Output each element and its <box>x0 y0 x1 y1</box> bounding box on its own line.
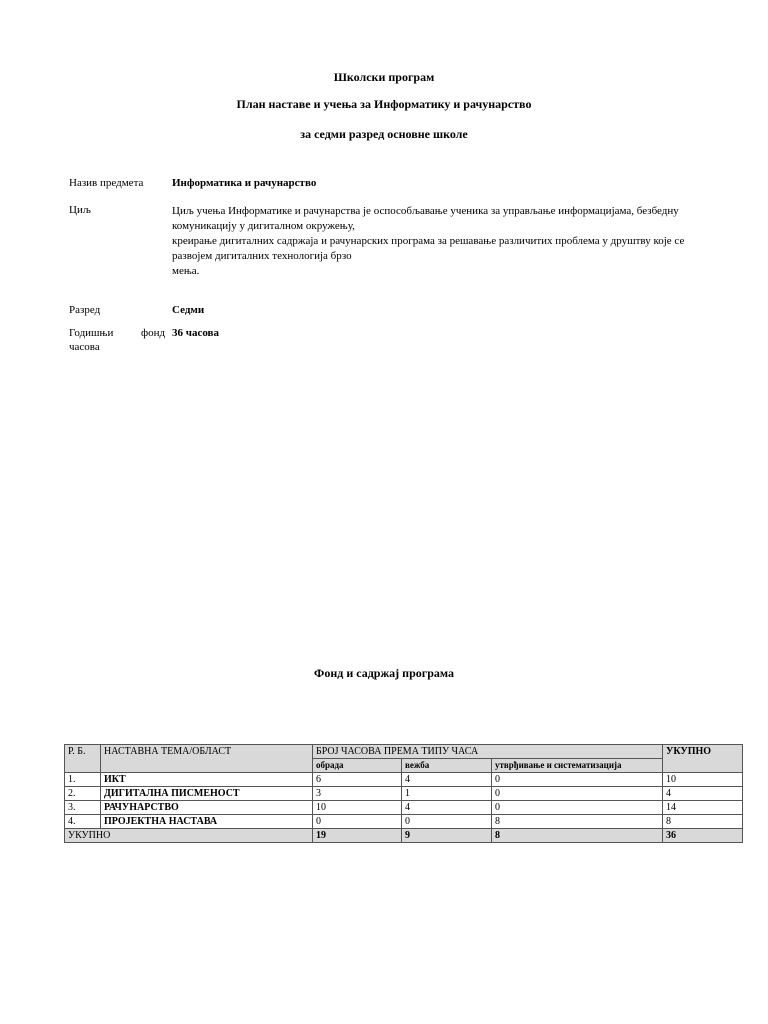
goal-label: Циљ <box>69 204 91 216</box>
table-row <box>65 787 743 801</box>
header-rb: Р. Б. <box>65 745 101 773</box>
cell-type-2: 1 <box>402 787 492 801</box>
header-line-3: за седми разред основне школе <box>300 127 468 141</box>
total-label: УКУПНО <box>65 829 313 843</box>
cell-total: 8 <box>663 815 743 829</box>
goal-line: развојем дигиталних технологија брзо <box>172 250 352 262</box>
section-title: Фонд и садржај програма <box>314 666 454 680</box>
table-row <box>65 815 743 829</box>
table-row <box>65 801 743 815</box>
cell-type-1: 3 <box>313 787 402 801</box>
goal-line: креирање дигиталних садржаја и рачунарских програма за решавање различитих проблема у друштву које се <box>172 235 685 247</box>
hours-value: 36 часова <box>172 327 220 339</box>
cell-rb: 1. <box>65 773 101 787</box>
goal-line: Циљ учења Информатике и рачунарства је оспособљавање ученика за управљање информацијама, безбедну <box>172 205 679 217</box>
hours-label-1: Годишњи <box>69 327 114 339</box>
cell-type-3: 8 <box>492 815 663 829</box>
cell-type-2: 4 <box>402 773 492 787</box>
cell-type-2: 0 <box>402 815 492 829</box>
cell-total: 10 <box>663 773 743 787</box>
cell-type-1: 10 <box>313 801 402 815</box>
total-type-3: 8 <box>492 829 663 843</box>
cell-type-3: 0 <box>492 787 663 801</box>
header-line-2: План наставе и учења за Информатику и рачунарство <box>236 97 532 111</box>
total-total: 36 <box>663 829 743 843</box>
hours-label-3: часова <box>69 341 100 353</box>
header-topic: НАСТАВНА ТЕМА/ОБЛАСТ <box>101 745 313 773</box>
goal-line: комуникацију у дигиталном окружењу, <box>172 220 355 232</box>
header-type-1: обрада <box>313 759 402 773</box>
table-header-row <box>65 745 743 759</box>
cell-topic: ИКТ <box>101 773 313 787</box>
cell-type-1: 6 <box>313 773 402 787</box>
cell-topic: ПРОЈЕКТНА НАСТАВА <box>101 815 313 829</box>
cell-total: 14 <box>663 801 743 815</box>
total-type-1: 19 <box>313 829 402 843</box>
header-type-2: вежба <box>402 759 492 773</box>
goal-line: мења. <box>172 265 200 277</box>
program-table <box>64 744 743 843</box>
header-type-3: утврђивање и систематизација <box>492 759 663 773</box>
grade-label: Разред <box>69 304 101 316</box>
table-total-row <box>65 829 743 843</box>
cell-rb: 3. <box>65 801 101 815</box>
subject-value: Информатика и рачунарство <box>172 177 317 189</box>
cell-type-1: 0 <box>313 815 402 829</box>
header-total: УКУПНО <box>663 745 743 773</box>
cell-type-3: 0 <box>492 801 663 815</box>
hours-label-2: фонд <box>141 327 166 339</box>
cell-type-3: 0 <box>492 773 663 787</box>
subject-label: Назив предмета <box>69 177 144 189</box>
grade-value: Седми <box>172 304 205 316</box>
header-line-1: Школски програм <box>333 70 435 84</box>
cell-topic: ДИГИТАЛНА ПИСМЕНОСТ <box>101 787 313 801</box>
cell-topic: РАЧУНАРСТВО <box>101 801 313 815</box>
header-hours-by-type: БРОЈ ЧАСОВА ПРЕМА ТИПУ ЧАСА <box>313 745 663 759</box>
cell-rb: 2. <box>65 787 101 801</box>
goal-text <box>172 204 732 279</box>
total-type-2: 9 <box>402 829 492 843</box>
cell-total: 4 <box>663 787 743 801</box>
cell-type-2: 4 <box>402 801 492 815</box>
table-row <box>65 773 743 787</box>
cell-rb: 4. <box>65 815 101 829</box>
